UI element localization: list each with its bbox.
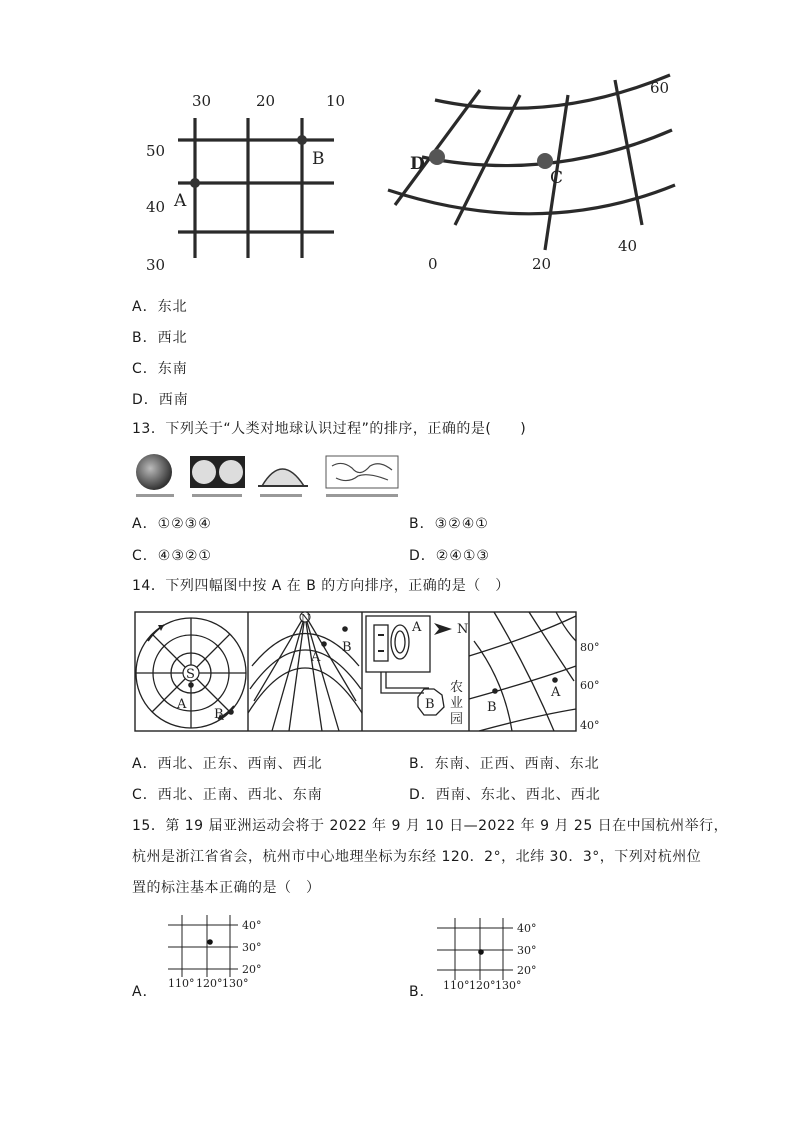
q15-a-lon-110: 110° [168,977,195,990]
p4-lat-80: 80° [580,641,600,654]
panel-frame [135,612,576,731]
point-d-label: D [410,154,425,174]
q15-a-lon-130: 130° [222,977,249,990]
p4-lat-60: 60° [580,679,600,692]
p3-north-label: N [457,622,469,637]
p1-center-label: S [186,667,195,682]
q15-b-lon-130: 130° [495,979,522,992]
point-d-marker [429,149,445,165]
q12-option-a[interactable]: A．东北 [132,299,188,315]
meridian-2 [455,95,520,225]
q15-b-lat-40: 40° [517,922,537,935]
p2-north-label: N [301,612,311,625]
q15-b-lon-110: 110° [443,979,470,992]
q13-stem: 13．下列关于“人类对地球认识过程”的排序，正确的是( ) [132,421,527,437]
p3-a-label: A [412,620,422,635]
q15-stem-line-1: 15．第 19 届亚洲运动会将于 2022 年 9 月 10 日—2022 年 9 月 25 日在中国杭州举行， [132,818,729,834]
p3-park-char-1: 农 [450,680,464,695]
q14-option-c[interactable]: C．西北、正南、西北、东南 [132,787,323,803]
q15-a-lat-20: 20° [242,963,262,976]
q12-option-d[interactable]: D．西南 [132,392,189,408]
top-label-10: 10 [326,92,346,110]
side-label-50: 50 [146,142,166,160]
point-c-label: C [550,168,564,188]
q13-image-strip [132,452,402,502]
q15-stem-line-2: 杭州是浙江省省会，杭州市中心地理坐标为东经 120．2°，北纬 30．3°，下列对杭州位 [132,849,702,865]
p4-lat-40: 40° [580,719,600,732]
point-b-label: B [312,149,325,169]
q12-right-graticule-figure [380,75,680,275]
point-c-marker [537,153,553,169]
point-a-label: A [174,191,187,211]
q15-b-lon-120: 120° [469,979,496,992]
q12-option-b[interactable]: B．西北 [132,330,188,346]
q15-stem-line-3: 置的标注基本正确的是（ ） [132,880,321,896]
q14-option-b[interactable]: B．东南、正西、西南、东北 [409,756,600,772]
p1-point-b [228,709,234,715]
q14-stem: 14．下列四幅图中按 A 在 B 的方向排序，正确的是（ ） [132,578,510,594]
q13-option-a[interactable]: A．①②③④ [132,516,212,532]
point-b-marker [297,135,307,145]
q15-option-a[interactable]: A． [132,984,158,1000]
side-label-30: 30 [146,256,166,274]
top-label-20: 20 [256,92,276,110]
p2-b-label: B [342,640,352,655]
q15-a-lat-40: 40° [242,919,262,932]
point-a-marker [190,178,200,188]
q15-a-hangzhou-dot [207,939,213,945]
globe-right-icon [219,460,243,484]
q15-a-lon-120: 120° [196,977,223,990]
bottom-label-20: 20 [532,255,552,273]
p2-point-a [321,641,327,647]
p3-b-label: B [425,697,435,712]
p1-a-label: A [177,697,187,712]
panel-2-north-polar [248,615,362,731]
p4-b-label: B [487,700,497,715]
panel-4-graticule [469,612,576,731]
lat-arc-3 [388,185,675,214]
q15-option-b[interactable]: B． [409,984,435,1000]
q15-b-lat-30: 30° [517,944,537,957]
q14-four-panel-figure [134,611,604,735]
p1-b-label: B [214,707,224,722]
bottom-label-0: 0 [428,255,438,273]
q13-option-d[interactable]: D．②④①③ [409,548,490,564]
meridian-1 [395,90,480,205]
p2-point-b [342,626,348,632]
side-label-40: 40 [146,198,166,216]
q12-option-c[interactable]: C．东南 [132,361,188,377]
q15-option-a-grid[interactable] [160,915,270,990]
dome-icon [262,469,304,486]
p3-north-arrow-icon [434,623,452,635]
q14-option-d[interactable]: D．西南、东北、西北、西北 [409,787,601,803]
p1-point-a [188,682,194,688]
q13-option-c[interactable]: C．④③②① [132,548,212,564]
q12-left-grid-figure [140,88,346,278]
q15-option-b-grid[interactable] [433,918,543,993]
q13-option-b[interactable]: B．③②④① [409,516,489,532]
bottom-label-40: 40 [618,237,638,255]
earth-photo-icon [136,454,172,490]
q15-a-lat-30: 30° [242,941,262,954]
q15-b-lat-20: 20° [517,964,537,977]
q15-b-hangzhou-dot [478,949,484,955]
label-60: 60 [650,79,670,97]
globe-left-icon [192,460,216,484]
top-label-30: 30 [192,92,212,110]
p4-a-label: A [551,685,561,700]
p4-point-b [492,688,498,694]
q14-option-a[interactable]: A．西北、正东、西南、西北 [132,756,323,772]
p3-park-char-3: 园 [450,712,464,727]
p2-a-label: A [311,650,321,665]
p4-point-a [552,677,558,683]
p3-park-char-2: 业 [450,696,464,711]
